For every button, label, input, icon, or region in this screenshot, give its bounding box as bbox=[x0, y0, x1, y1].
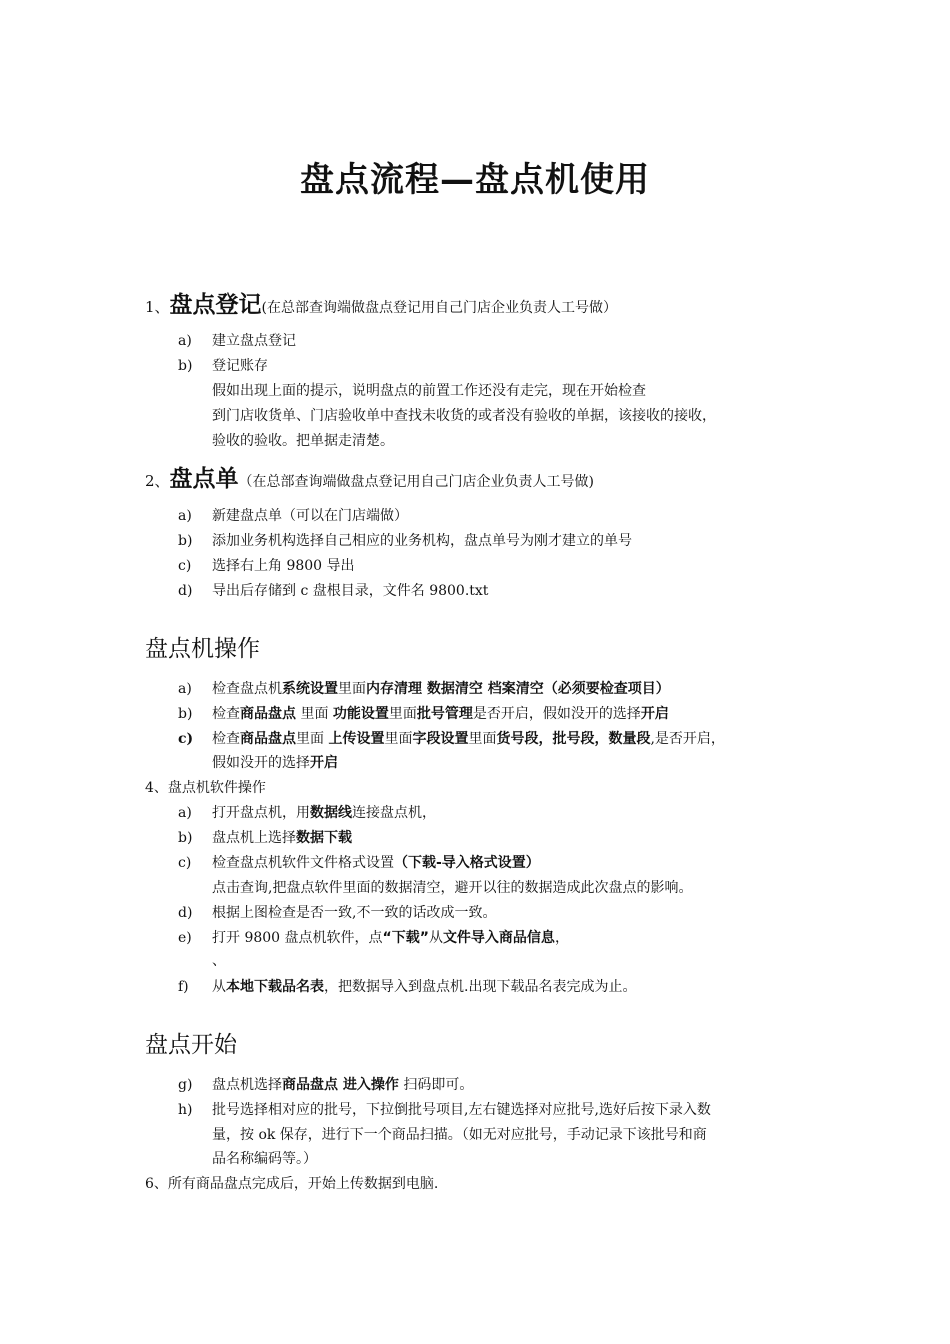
item-label: b) bbox=[178, 830, 193, 846]
list-item bbox=[178, 852, 540, 872]
list-item bbox=[178, 505, 408, 525]
bold-text: （下载-导入格式设置） bbox=[394, 855, 540, 871]
section-note: （在总部查询端做盘点登记用自己门店企业负责人工号做) bbox=[238, 474, 595, 490]
bold-text: 批号管理 bbox=[416, 706, 473, 722]
page-title: 盘点流程—盘点机使用 bbox=[300, 160, 650, 200]
item-text: 检查 bbox=[212, 731, 240, 747]
section-6-text: 6、所有商品盘点完成后，开始上传数据到电脑. bbox=[145, 1176, 439, 1192]
item-text: 里面 bbox=[296, 706, 333, 722]
item-label: a) bbox=[178, 681, 192, 697]
item-text: 从 bbox=[212, 979, 226, 995]
section-5-heading: 盘点开始 bbox=[145, 1032, 237, 1058]
list-item bbox=[178, 555, 355, 575]
continuation-text: 到门店收货单、门店验收单中查找未收货的或者没有验收的单据，该接收的接收， bbox=[212, 408, 716, 424]
bold-text: 货号段，批号段，数量段 bbox=[496, 731, 651, 747]
item-text: 打开 9800 盘点机软件，点 bbox=[212, 930, 383, 946]
item-label: a) bbox=[178, 508, 192, 524]
list-item bbox=[178, 902, 496, 922]
continuation-text: 假如出现上面的提示，说明盘点的前置工作还没有走完，现在开始检查 bbox=[212, 383, 646, 399]
list-item bbox=[178, 927, 569, 947]
list-item bbox=[178, 728, 725, 748]
bold-text: 系统设置 bbox=[282, 681, 338, 697]
item-label: c) bbox=[178, 558, 192, 574]
bold-text: 商品盘点 进入操作 bbox=[282, 1077, 399, 1093]
item-label: b) bbox=[178, 533, 193, 549]
item-label: b) bbox=[178, 706, 193, 722]
continuation-text: 点击查询,把盘点软件里面的数据清空，避开以往的数据造成此次盘点的影响。 bbox=[212, 880, 693, 896]
item-text: 从 bbox=[428, 930, 443, 946]
bold-text: 文件导入商品信息 bbox=[442, 930, 555, 946]
continuation-text: 品名称编码等。） bbox=[212, 1151, 317, 1167]
item-text: 批号选择相对应的批号，下拉倒批号项目,左右键选择对应批号,选好后按下录入数 bbox=[212, 1102, 711, 1118]
section-3-heading: 盘点机操作 bbox=[145, 636, 260, 662]
list-item bbox=[178, 1074, 473, 1094]
bold-text: 功能设置 bbox=[332, 706, 389, 722]
continuation-text: 验收的验收。把单据走清楚。 bbox=[212, 433, 394, 449]
item-text: 里面 bbox=[296, 731, 329, 747]
item-text: 检查盘点机 bbox=[212, 681, 282, 697]
list-item bbox=[178, 580, 488, 600]
bold-text: 商品盘点 bbox=[240, 731, 296, 747]
item-text: 建立盘点登记 bbox=[212, 333, 296, 349]
bold-text: 本地下载品名表 bbox=[226, 979, 324, 995]
item-label: g) bbox=[178, 1077, 193, 1093]
item-text: 连接盘点机， bbox=[352, 805, 436, 821]
list-item bbox=[178, 330, 296, 350]
section-4-heading: 4、盘点机软件操作 bbox=[145, 780, 266, 796]
item-text: 假如没开的选择 bbox=[212, 755, 310, 771]
bold-text: 开启 bbox=[310, 755, 338, 771]
continuation-text: 量，按 ok 保存，进行下一个商品扫描。（如无对应批号，手动记录下该批号和商 bbox=[212, 1127, 707, 1143]
list-item bbox=[178, 976, 636, 996]
item-text: 添加业务机构选择自己相应的业务机构，盘点单号为刚才建立的单号 bbox=[212, 533, 632, 549]
item-label: f) bbox=[178, 979, 189, 995]
item-text: ，把数据导入到盘点机.出现下载品名表完成为止。 bbox=[324, 979, 637, 995]
item-label: d) bbox=[178, 583, 193, 599]
item-text: 里面 bbox=[388, 706, 417, 722]
list-item bbox=[178, 530, 632, 550]
bold-text: 商品盘点 bbox=[240, 706, 296, 722]
continuation-text: 、 bbox=[212, 953, 226, 969]
bold-text: 数据下载 bbox=[296, 830, 352, 846]
section-number: 2、 bbox=[145, 472, 170, 490]
item-label: e) bbox=[178, 930, 192, 946]
item-text: 新建盘点单（可以在门店端做） bbox=[212, 508, 408, 524]
section-number: 1、 bbox=[145, 298, 170, 316]
item-label: b) bbox=[178, 358, 193, 374]
list-item bbox=[178, 678, 670, 698]
section-2-heading bbox=[145, 460, 594, 493]
bold-text: 上传设置 bbox=[328, 731, 385, 747]
item-text: 选择右上角 9800 导出 bbox=[212, 558, 355, 574]
item-text: 里面 bbox=[468, 731, 497, 747]
section-1-heading bbox=[145, 286, 617, 319]
section-title: 盘点单 bbox=[169, 466, 239, 492]
item-text: 里面 bbox=[338, 681, 366, 697]
bold-text: 数据线 bbox=[310, 805, 352, 821]
item-text: 导出后存储到 c 盘根目录，文件名 9800.txt bbox=[212, 583, 489, 599]
section-note: (在总部查询端做盘点登记用自己门店企业负责人工号做） bbox=[261, 300, 618, 316]
section-title: 盘点登记 bbox=[169, 292, 262, 318]
list-item bbox=[178, 1099, 711, 1119]
bold-text: “下载” bbox=[382, 930, 429, 946]
list-item bbox=[178, 703, 669, 723]
item-label: d) bbox=[178, 905, 193, 921]
item-label: a) bbox=[178, 805, 192, 821]
item-text: 检查盘点机软件文件格式设置 bbox=[212, 855, 394, 871]
continuation-text bbox=[212, 752, 338, 772]
item-text: 检查 bbox=[212, 706, 240, 722]
bold-text: 字段设置 bbox=[412, 731, 469, 747]
list-item bbox=[178, 355, 268, 375]
item-text: 登记账存 bbox=[212, 358, 268, 374]
list-item bbox=[178, 827, 352, 847]
item-text: 扫码即可。 bbox=[398, 1077, 474, 1093]
item-text: ， bbox=[554, 930, 569, 946]
item-text: 里面 bbox=[384, 731, 413, 747]
item-text: 打开盘点机，用 bbox=[212, 805, 310, 821]
item-label: h) bbox=[178, 1102, 193, 1118]
item-text: ,是否开启， bbox=[650, 731, 725, 747]
item-text: 盘点机选择 bbox=[212, 1077, 282, 1093]
item-text: 盘点机上选择 bbox=[212, 830, 296, 846]
item-label: c) bbox=[178, 731, 194, 747]
item-text: 根据上图检查是否一致,不一致的话改成一致。 bbox=[212, 905, 497, 921]
item-label: a) bbox=[178, 333, 192, 349]
bold-text: 内存清理 数据清空 档案清空（必须要检查项目） bbox=[366, 681, 670, 697]
item-label: c) bbox=[178, 855, 192, 871]
list-item bbox=[178, 802, 436, 822]
bold-text: 开启 bbox=[640, 706, 669, 722]
item-text: 是否开启，假如没开的选择 bbox=[472, 706, 641, 722]
